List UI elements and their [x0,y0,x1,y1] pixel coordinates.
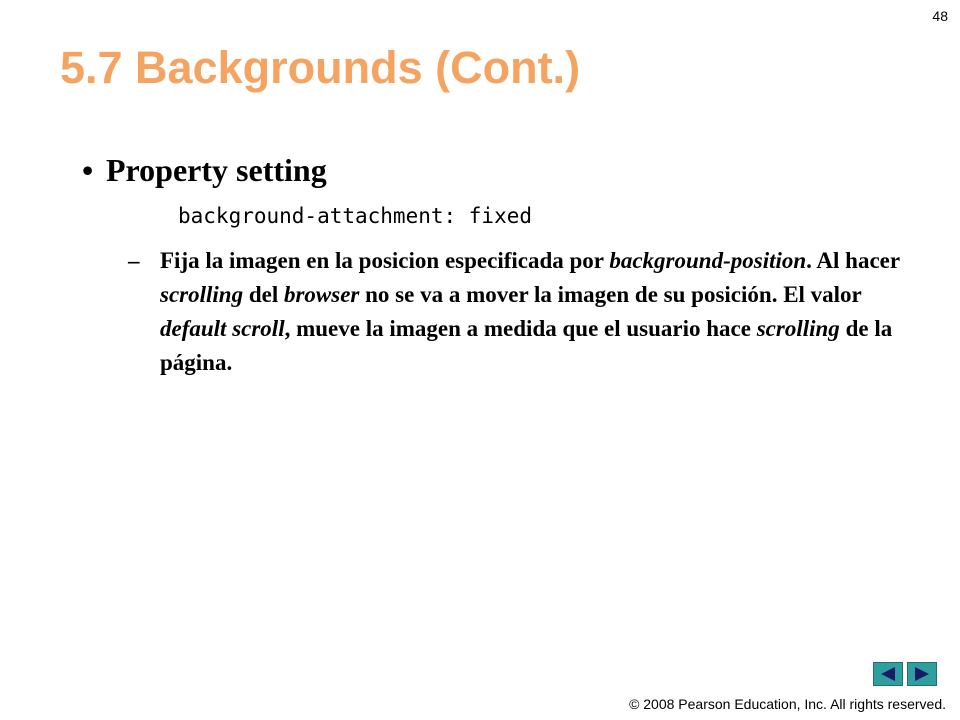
bullet-marker: • [82,152,94,188]
sub-bullet-segment: , mueve la imagen a medida que el usuario hace [284,316,757,341]
sub-bullet-segment: del [243,282,284,307]
copyright-footer: © 2008 Pearson Education, Inc. All rights reserved. [629,696,946,712]
sub-bullet-segment: scrolling [160,282,244,307]
sub-bullet-item [128,244,908,380]
sub-bullet-text [160,244,908,380]
sub-bullet-marker: – [128,248,140,273]
bullet-item [82,152,327,189]
code-snippet: background-attachment: fixed [178,204,533,228]
previous-slide-button[interactable] [873,662,903,686]
sub-bullet-segment: scrolling [756,316,840,341]
sub-bullet-segment: browser [283,282,360,307]
sub-bullet-segment: no se va a mover la imagen de su posición. El valor [359,282,862,307]
triangle-left-icon [879,666,897,682]
sub-bullet-segment: . Al hacer [806,248,900,273]
triangle-right-icon [913,666,931,682]
sub-bullet-segment: background-position [609,248,807,273]
sub-bullet-segment: default scroll [160,316,285,341]
page-number: 48 [932,8,948,24]
slide-title: 5.7 Backgrounds (Cont.) [60,42,581,93]
next-slide-button[interactable] [907,662,937,686]
navigation-controls [873,662,937,686]
sub-bullet-segment: de la página. [160,316,893,375]
bullet-text: Property setting [106,152,327,188]
sub-bullet-segment: Fija la imagen en la posicion especificada por [160,248,610,273]
